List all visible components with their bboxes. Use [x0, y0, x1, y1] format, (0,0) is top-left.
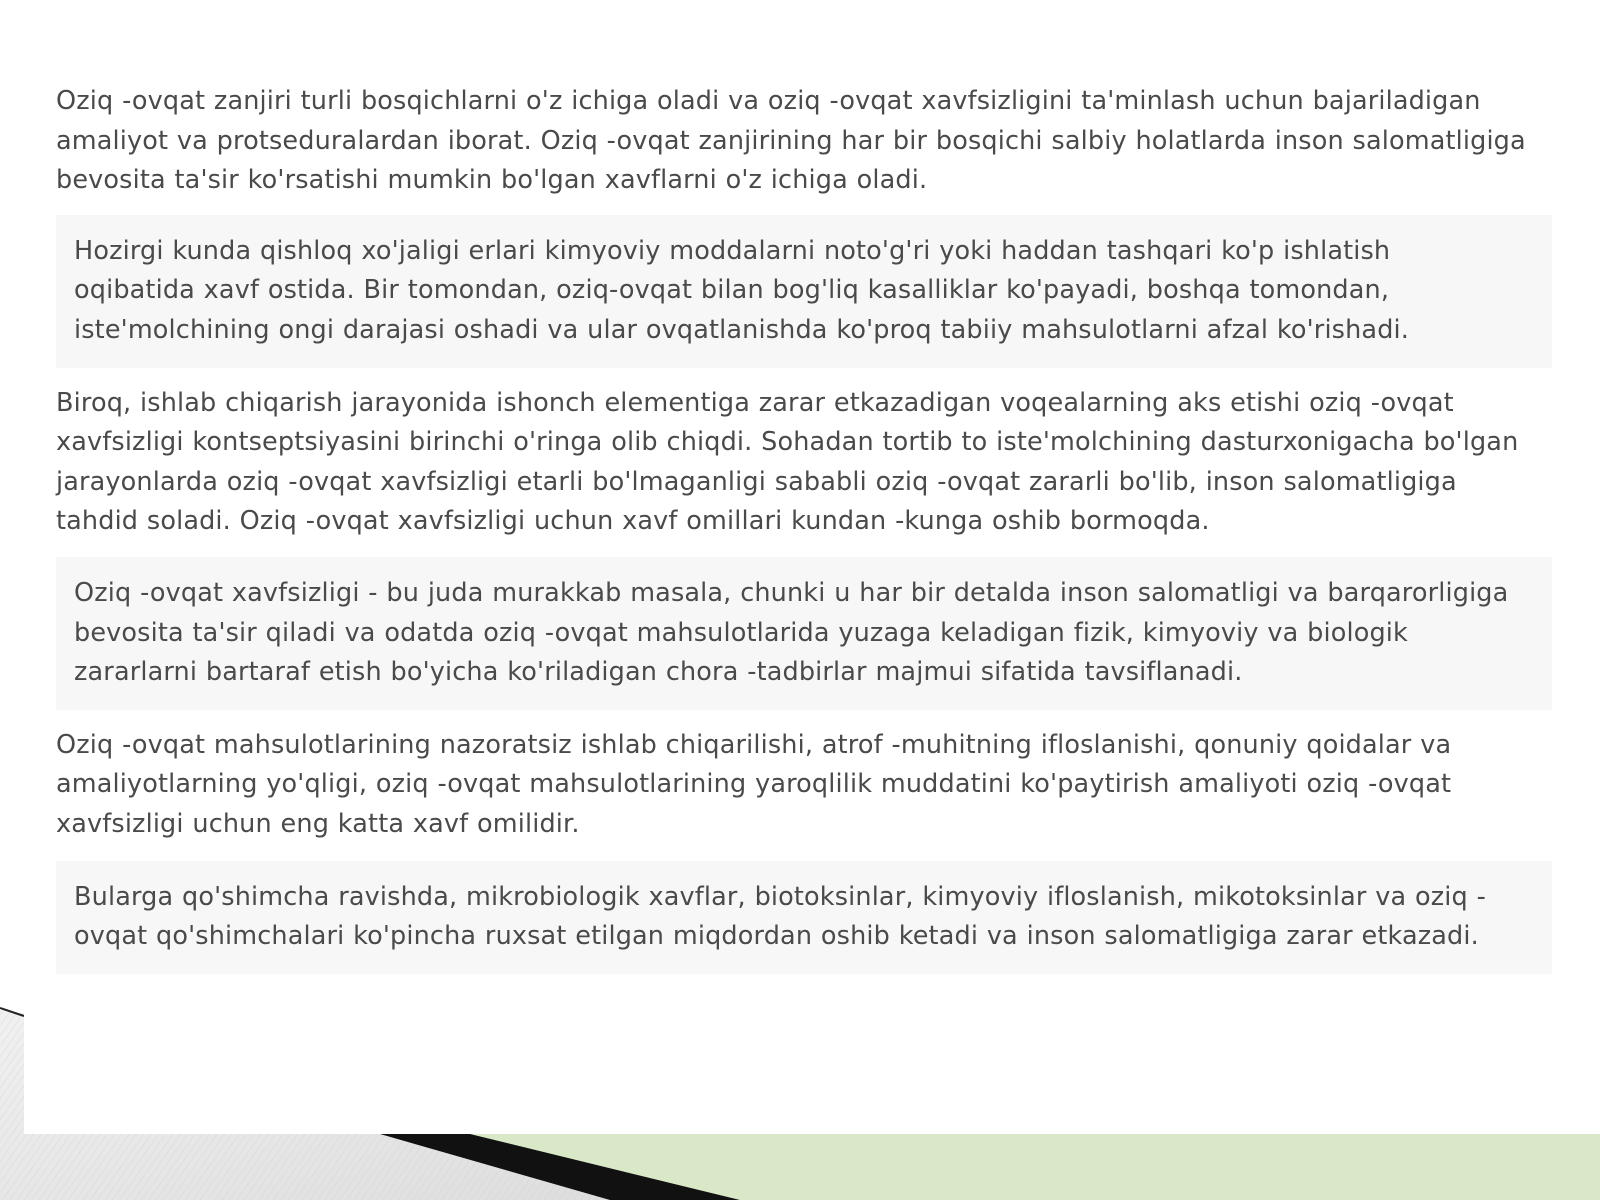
quote-block-2: Oziq -ovqat xavfsizligi - bu juda murakkab masala, chunki u har bir detalda inson salomatligi va barqarorligiga bevosita ta'sir qiladi va odatda oziq -ovqat mahsulotlarida yuzaga keladigan fizik, kimyoviy va biologik zararlarni bartaraf etish bo'yicha ko'riladigan chora -tadbirlar majmui sifatida tavsiflanadi. — [56, 557, 1552, 710]
dark-stripe-shape — [380, 1134, 740, 1200]
green-wedge-shape — [470, 1134, 1600, 1200]
quote-block-1: Hozirgi kunda qishloq xo'jaligi erlari kimyoviy moddalarni noto'g'ri yoki haddan tashqari ko'p ishlatish oqibatida xavf ostida. Bir tomondan, oziq-ovqat bilan bog'liq kasalliklar ko'payadi, boshqa tomondan, iste'molchining ongi darajasi oshadi va ular ovqatlanishda ko'proq tabiiy mahsulotlarni afzal ko'rishadi. — [56, 215, 1552, 368]
paragraph-3: Oziq -ovqat mahsulotlarining nazoratsiz ishlab chiqarilishi, atrof -muhitning ifloslanishi, qonuniy qoidalar va amaliyotlarning yo'qligi, oziq -ovqat mahsulotlarining yaroqlilik muddatini ko'paytirish amaliyoti oziq -ovqat xavfsizligi uchun eng katta xavf omilidir. — [56, 729, 1452, 839]
text-content-panel — [24, 80, 1554, 1134]
thin-line-shape — [0, 1008, 24, 1016]
paragraph-2: Biroq, ishlab chiqarish jarayonida ishonch elementiga zarar etkazadigan voqealarning aks etishi oziq -ovqat xavfsizligi kontseptsiyasini birinchi o'ringa olib chiqdi. Sohadan tortib to iste'molchining dasturxonigacha bo'lgan jarayonlarda oziq -ovqat xavfsizligi etarli bo'lmaganligi sababli oziq -ovqat zararli bo'lib, inson salomatligiga tahdid soladi. Oziq -ovqat xavfsizligi uchun xavf omillari kundan -kunga oshib bormoqda. — [56, 387, 1519, 537]
paragraph-1: Oziq -ovqat zanjiri turli bosqichlarni o'z ichiga oladi va oziq -ovqat xavfsizligini ta'minlash uchun bajariladigan amaliyot va protseduralardan iborat. Oziq -ovqat zanjirining har bir bosqichi salbiy holatlarda inson salomatligiga bevosita ta'sir ko'rsatishi mumkin bo'lgan xavflarni o'z ichiga oladi. — [56, 86, 1526, 196]
quote-block-3: Bularga qo'shimcha ravishda, mikrobiologik xavflar, biotoksinlar, kimyoviy ifloslanish, mikotoksinlar va oziq -ovqat qo'shimchalari ko'pincha ruxsat etilgan miqdordan oshib ketadi va inson salomatligiga zarar etkazadi. — [56, 861, 1552, 974]
